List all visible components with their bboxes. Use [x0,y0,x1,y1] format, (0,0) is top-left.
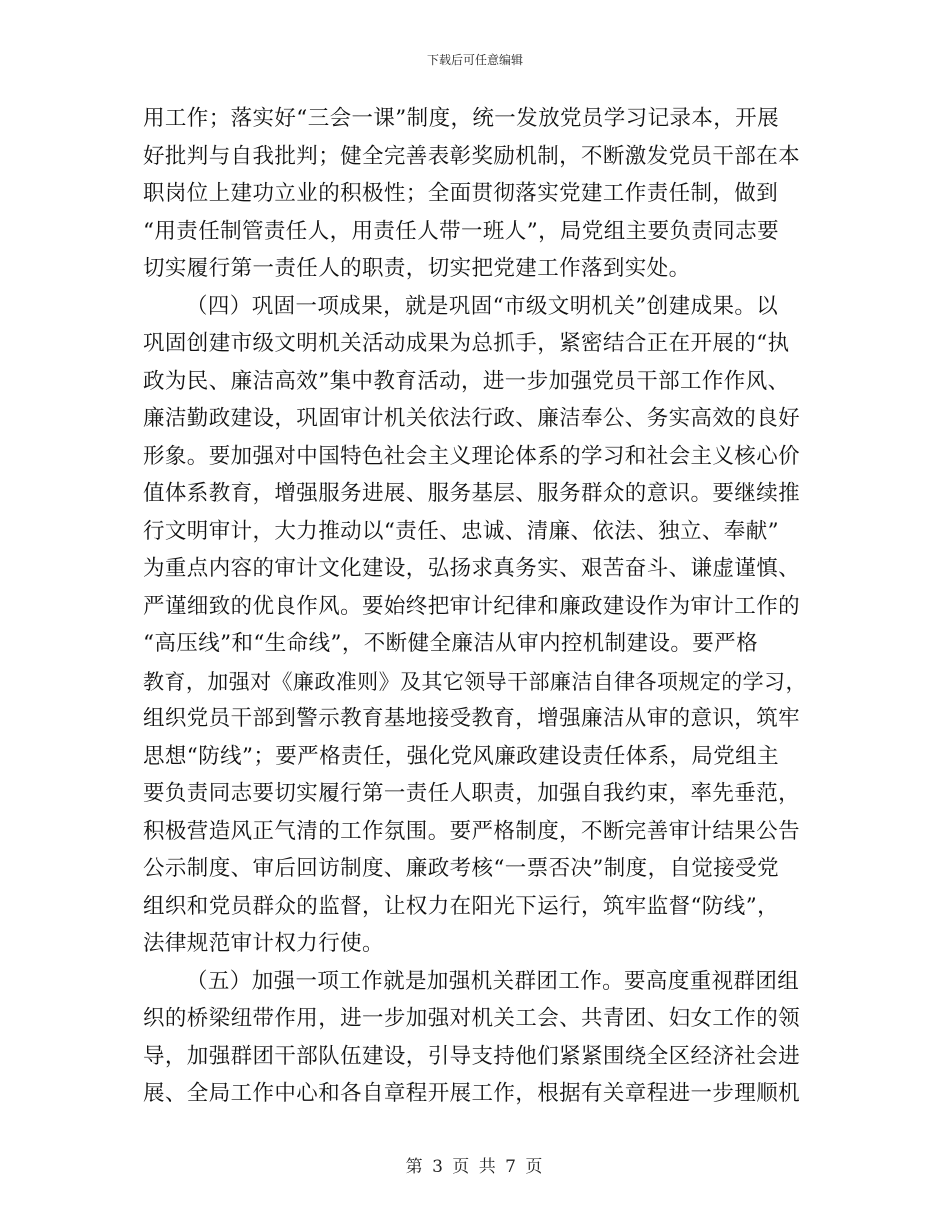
text-line: 公示制度、审后回访制度、廉政考核“一票否决”制度，自觉接受党 [143,856,779,881]
page-number: 第 3 页 共 7 页 [405,1157,545,1177]
text-line: 政为民、廉洁高效”集中教育活动，进一步加强党员干部工作作风、 [143,368,790,394]
text-line: 值体系教育，增强服务进展、服务基层、服务群众的意识。要继续推 [143,481,801,506]
text-line: 用工作；落实好“三会一课”制度，统一发放党员学习记录本，开展 [143,106,779,131]
text-line: 行文明审计，大力推动以“责任、忠诚、清廉、依法、独立、奉献” [143,518,779,544]
text-line: （五）加强一项工作就是加强机关群团工作。要高度重视群团组 [186,968,800,994]
text-line: 展、全局工作中心和各自章程开展工作，根据有关章程进一步理顺机 [143,1081,801,1106]
text-line: 廉洁勤政建设，巩固审计机关依法行政、廉洁奉公、务实高效的良好 [143,406,801,431]
text-line: 积极营造风正气清的工作氛围。要严格制度，不断完善审计结果公告 [143,818,801,844]
text-line: 严谨细致的优良作风。要始终把审计纪律和廉政建设作为审计工作的 [143,593,801,619]
text-line: 组织和党员群众的监督，让权力在阳光下运行，筑牢监督“防线”， [143,893,779,919]
text-line: 组织党员干部到警示教育基地接受教育，增强廉洁从审的意识，筑牢 [143,706,801,731]
paragraph-3 [143,963,807,1113]
text-line: 要负责同志要切实履行第一责任人职责，加强自我约束，率先垂范， [143,781,801,806]
text-line: （四）巩固一项成果，就是巩固“市级文明机关”创建成果。以 [186,293,779,319]
text-line: “用责任制管责任人，用责任人带一班人”，局党组主要负责同志要 [143,218,779,244]
paragraph-2 [143,288,807,963]
paragraph-1 [143,100,807,288]
text-line: 好批判与自我批判；健全完善表彰奖励机制，不断激发党员干部在本 [143,143,801,169]
document-body [143,100,807,1113]
text-line: “高压线”和“生命线”，不断健全廉洁从审内控机制建设。要严格 [143,631,758,656]
text-line: 织的桥梁纽带作用，进一步加强对机关工会、共青团、妇女工作的领 [143,1006,801,1031]
text-line: 导，加强群团干部队伍建设，引导支持他们紧紧围绕全区经济社会进 [143,1043,801,1069]
text-line: 职岗位上建功立业的积极性；全面贯彻落实党建工作责任制，做到 [143,181,779,206]
text-line: 形象。要加强对中国特色社会主义理论体系的学习和社会主义核心价 [143,443,801,469]
text-line: 切实履行第一责任人的职责，切实把党建工作落到实处。 [143,256,691,281]
text-line: 为重点内容的审计文化建设，弘扬求真务实、艰苦奋斗、谦虚谨慎、 [143,556,801,581]
text-line: 思想“防线”；要严格责任，强化党风廉政建设责任体系，局党组主 [143,743,779,769]
page-header: 下载后可任意编辑 [426,53,523,67]
text-line: 巩固创建市级文明机关活动成果为总抓手，紧密结合正在开展的“执 [143,331,790,356]
text-line: 教育，加强对《廉政准则》及其它领导干部廉洁自律各项规定的学习， [143,668,807,694]
text-line: 法律规范审计权力行使。 [143,931,384,956]
